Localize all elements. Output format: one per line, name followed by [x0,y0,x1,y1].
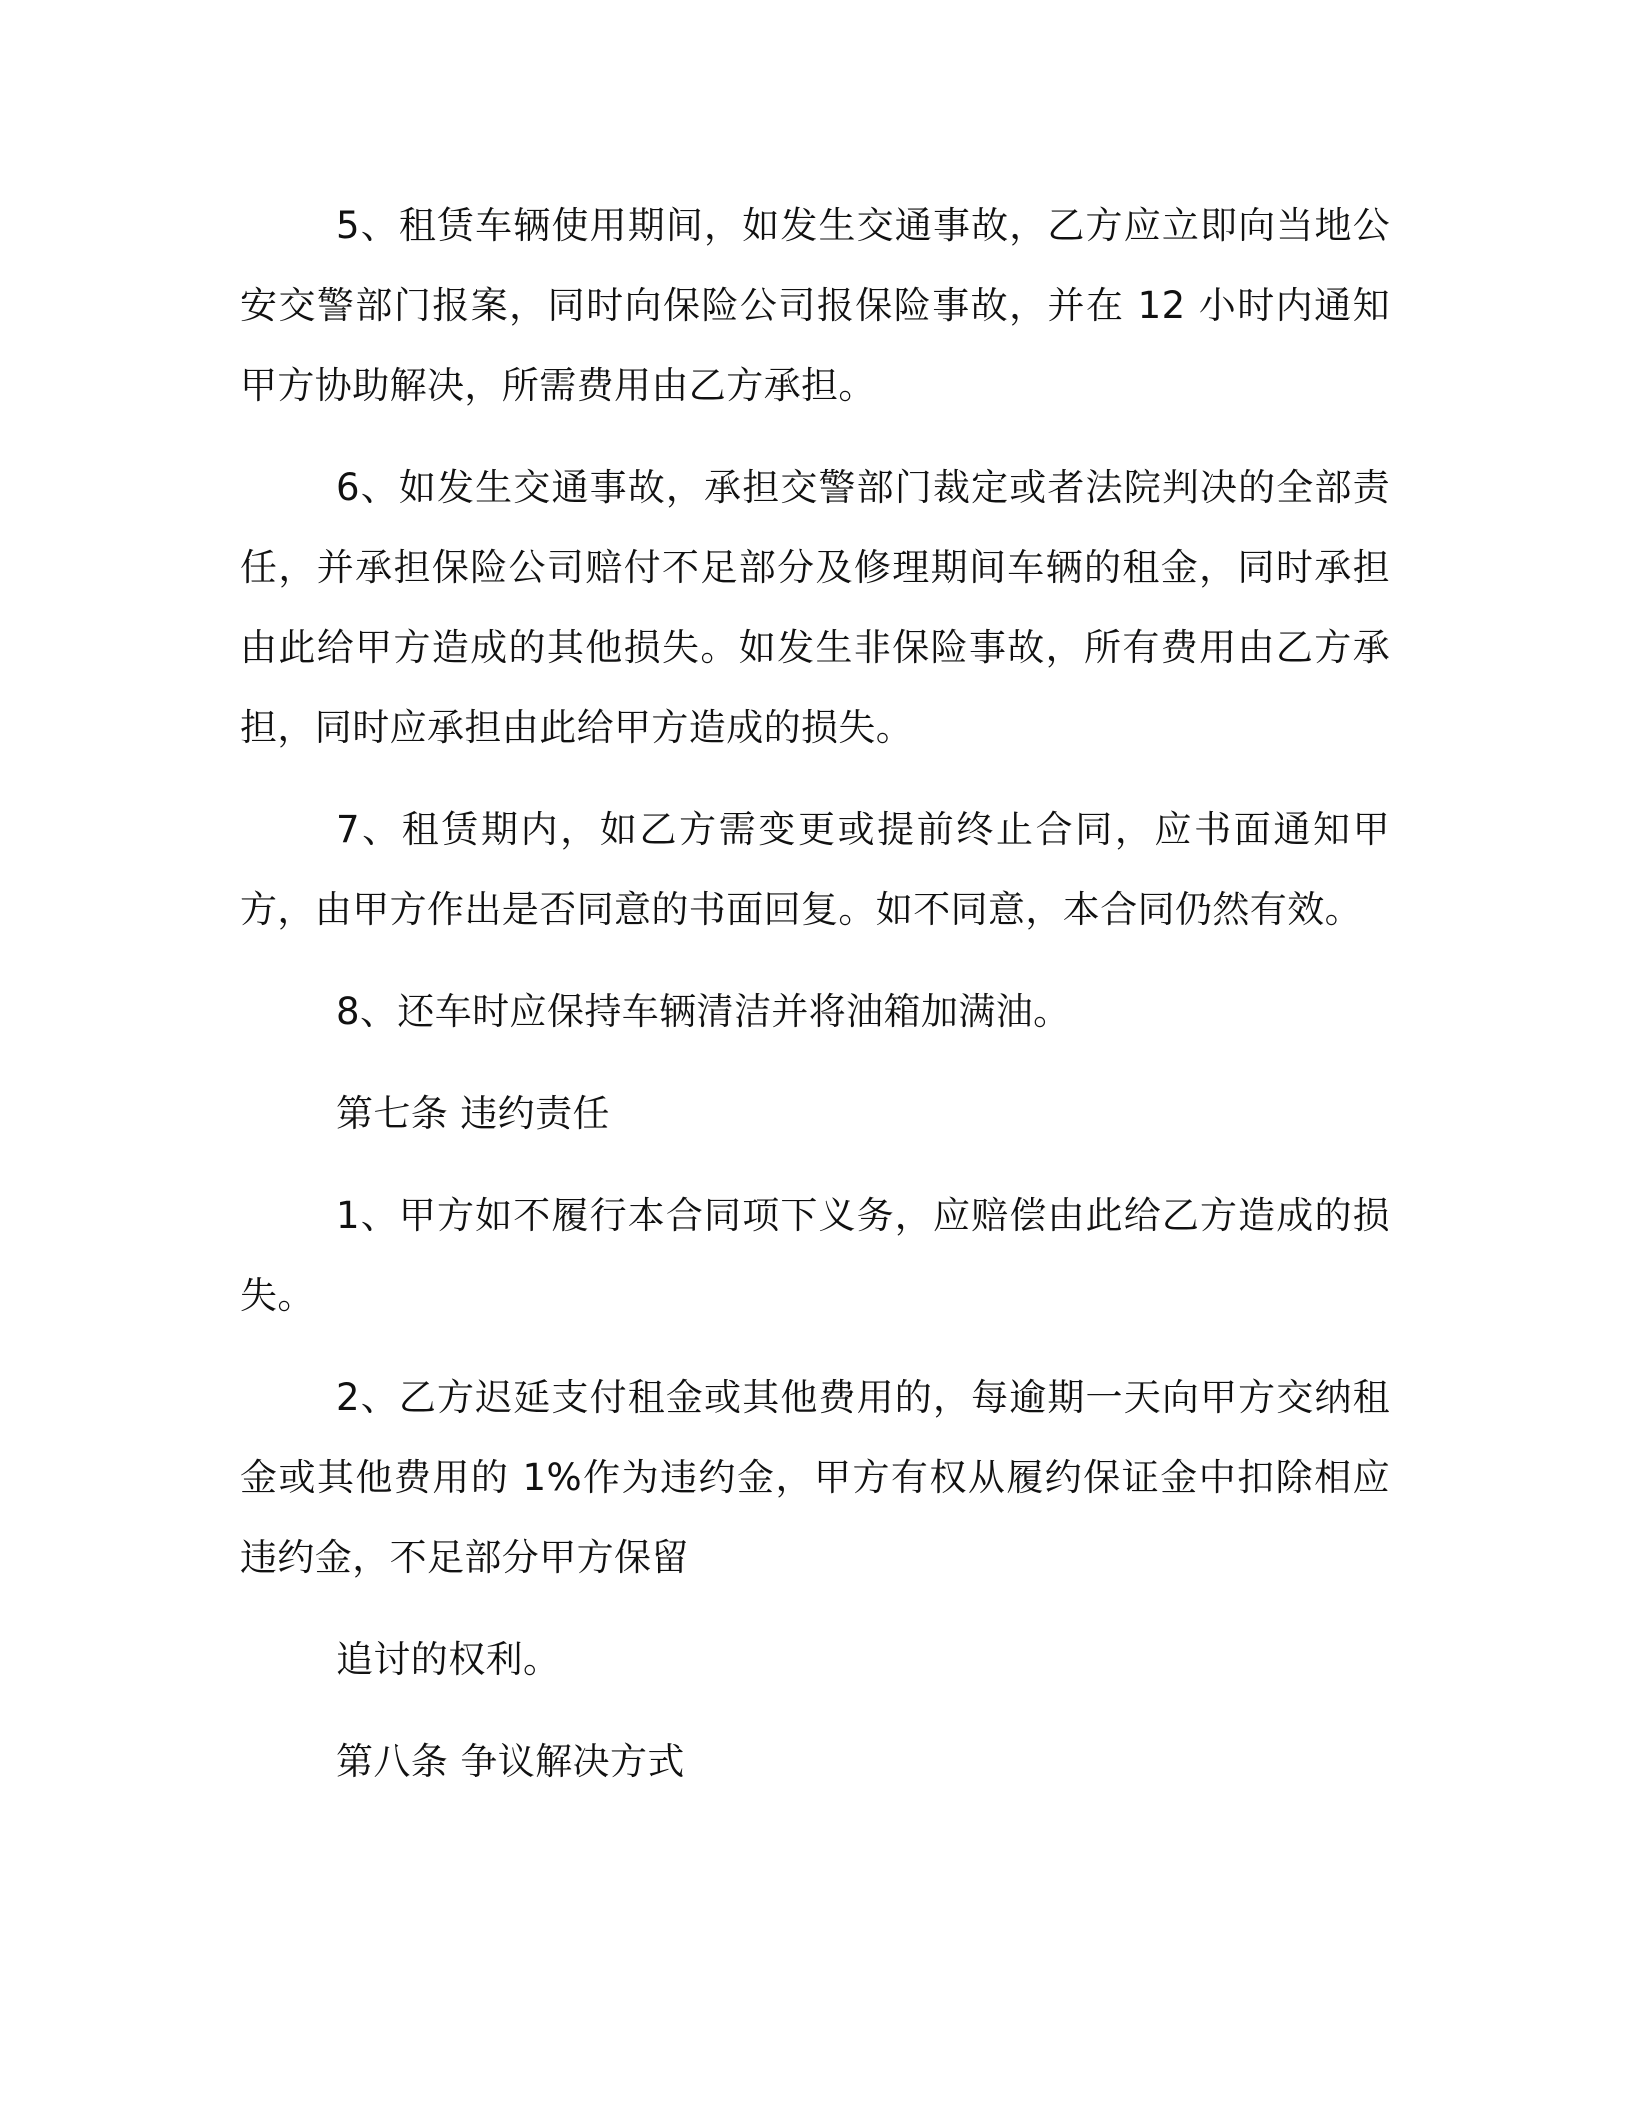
clause-6-paragraph: 6、如发生交通事故，承担交警部门裁定或者法院判决的全部责任，并承担保险公司赔付不足部分及修理期间车辆的租金，同时承担由此给甲方造成的其他损失。如发生非保险事故，所有费用由乙方承担，同时应承担由此给甲方造成的损失。 [240,466,1390,749]
article-7-heading: 第七条 违约责任 [336,1092,610,1135]
article-7-clause-2: 2、乙方迟延支付租金或其他费用的，每逾期一天向甲方交纳租金或其他费用的 1%作为违约金，甲方有权从履约保证金中扣除相应违约金，不足部分甲方保留 [240,1376,1390,1579]
clause-8-paragraph: 8、还车时应保持车辆清洁并将油箱加满油。 [336,990,1071,1033]
article-7-clause-2-continuation: 追讨的权利。 [336,1638,561,1681]
article-8-heading: 第八条 争议解决方式 [336,1740,685,1783]
article-7-clause-1: 1、甲方如不履行本合同项下义务，应赔偿由此给乙方造成的损失。 [240,1194,1390,1317]
clause-7-paragraph: 7、租赁期内，如乙方需变更或提前终止合同，应书面通知甲方，由甲方作出是否同意的书面回复。如不同意，本合同仍然有效。 [240,808,1390,931]
document-body [240,186,1390,1824]
clause-5-paragraph: 5、租赁车辆使用期间，如发生交通事故，乙方应立即向当地公安交警部门报案，同时向保险公司报保险事故，并在 12 小时内通知甲方协助解决，所需费用由乙方承担。 [240,204,1390,407]
